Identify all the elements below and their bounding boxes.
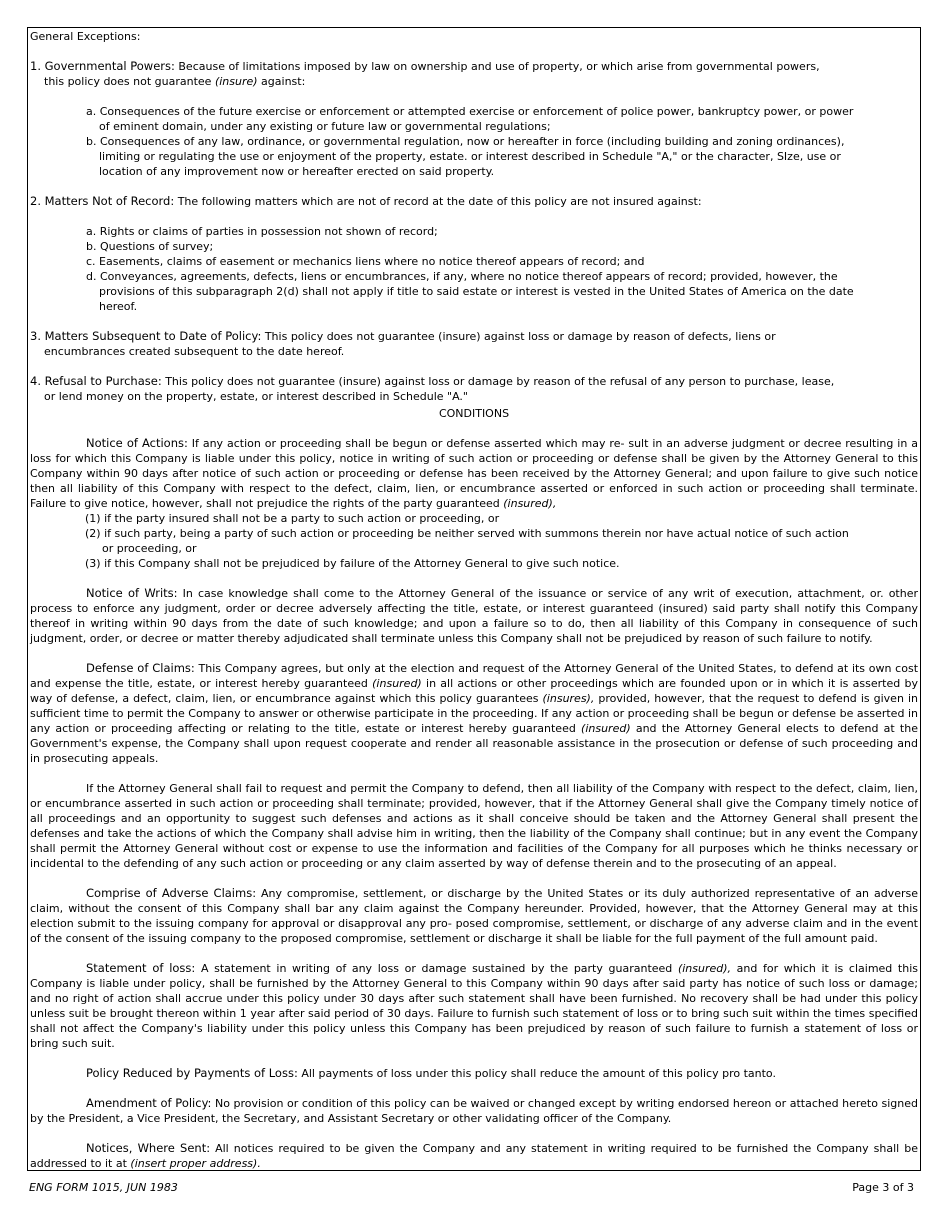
notice-of-writs-title: Notice of Writs: — [86, 586, 178, 600]
notice-of-actions: Notice of Actions: If any action or proceeding shall be begun or defense asserted which may re- sult in an adverse judgment or decree resulting in a loss for which this Company is liable under this policy, notice in writing of such action or proceeding or defense shall be given by the Attorney General to this Company within 90 days after notice of such action or proceeding or defense has been received by the Attorney General; and upon failure to give such notice then all liability of this Company with respect to the defect, claim, lien, or encumbrance asserted or enforced in such action or proceeding shall terminate. Failure to give notice, however, shall not prejudice the rights of the party guaranteed (insured), — [30, 436, 918, 510]
policy-reduced-title: Policy Reduced by Payments of Loss: — [86, 1066, 298, 1080]
conditions-heading: CONDITIONS — [438, 407, 510, 420]
compromise-title: Comprise of Adverse Claims: — [86, 886, 257, 900]
amendment-title: Amendment of Policy: — [86, 1096, 212, 1110]
exception-2c: c. Easements, claims of easement or mechanics liens where no notice thereof appears of record; and — [86, 255, 645, 268]
exception-4: 4. Refusal to Purchase: This policy does not guarantee (insure) against loss or damage by reason of the refusal of any person to purchase, lease, or lend money on the property, estate, or interest described in Schedule "A." — [30, 374, 835, 403]
exception-2d: d. Conveyances, agreements, defects, liens or encumbrances, if any, where no notice thereof appears of record; provided, however, the provisions of this subparagraph 2(d) shall not apply if title to said estate or interest is vested in the United States of America on the date hereof. — [86, 270, 854, 313]
notice-of-actions-item-2: (2) if such party, being a party of such action or proceeding be neither served with summons therein nor have actual notice of such action or proceeding, or — [85, 527, 849, 555]
amendment-of-policy: Amendment of Policy: No provision or condition of this policy can be waived or changed except by writing endorsed hereon or attached hereto signed by the President, a Vice President, the Secretary, and Assistant Secretary or other validating officer of the Company. — [30, 1096, 919, 1125]
exception-3: 3. Matters Subsequent to Date of Policy: This policy does not guarantee (insure) against loss or damage by reason of defects, liens or encumbrances created subsequent to the date hereof. — [30, 329, 776, 358]
exception-1-title: 1. Governmental Powers: — [30, 59, 175, 73]
policy-reduced: Policy Reduced by Payments of Loss: All payments of loss under this policy shall reduce the amount of this policy pro tanto. — [86, 1066, 776, 1080]
compromise-of-adverse-claims: Comprise of Adverse Claims: Any compromise, settlement, or discharge by the United States or its duly authorized representative of an adverse claim, without the consent of this Company shall bar any claim against the Company hereunder. Provided, however, that the Attorney General may at this election submit to the issuing company for approval or disapproval any pro- posed compromise, settlement, or discharge of any adverse claim and in the event of the consent of the issuing company to the proposed compromise, settlement or discharge it shall be liable for the full payment of the full amount paid. — [30, 886, 918, 945]
exception-2: 2. Matters Not of Record: The following matters which are not of record at the date of this policy are not insured against: — [30, 194, 702, 208]
document-frame — [27, 27, 921, 1171]
exception-1a: a. Consequences of the future exercise or enforcement or attempted exercise or enforcement of police power, bankruptcy power, or power of eminent domain, under any existing or future law or governmental regulations; — [86, 105, 854, 133]
exception-4-title: 4. Refusal to Purchase: — [30, 374, 162, 388]
notice-of-actions-item-3: (3) if this Company shall not be prejudiced by failure of the Attorney General to give such notice. — [85, 557, 620, 570]
notice-of-writs: Notice of Writs: In case knowledge shall come to the Attorney General of the issuance or service of any writ of execution, attachment, or. other process to enforce any judgment, order or decree adversely affecting the title, estate, or interest guaranteed (insured) said party shall notify this Company thereof in writing within 90 days from the date of such knowledge; and upon a failure so to do, then all liability of this Company in consequence of such judgment, order, or decree or matter thereby adjudicated shall terminate unless this Company shall not be prejudiced by reason of such failure to notify. — [30, 586, 918, 645]
exception-2-title: 2. Matters Not of Record: — [30, 194, 175, 208]
general-exceptions-heading: General Exceptions: — [30, 30, 141, 43]
statement-of-loss: Statement of loss: A statement in writing of any loss or damage sustained by the party guaranteed (insured), and for which it is claimed this Company is liable under policy, shall be furnished by the Attorney General to this Company within 90 days after said party has notice of such loss or damage; and no right of action shall accrue under this policy under 30 days after such statement shall have been furnished. No recovery shall be had under this policy unless suit be brought thereon within 1 year after said period of 30 days. Failure to furnish such statement of loss or to bring such suit within the times specified shall not affect the Company's liability under this policy unless this Company has been prejudiced by reason of such failure to furnish a statement of loss or bring such suit. — [30, 961, 918, 1050]
exception-1b: b. Consequences of any law, ordinance, or governmental regulation, now or hereafter in force (including building and zoning ordinances), limiting or regulating the use or enjoyment of the property, estate. or interest described in Schedule "A," or the character, SIze, use or location of any improvement now or hereafter erected on said property. — [86, 135, 845, 178]
exception-2a: a. Rights or claims of parties in possession not shown of record; — [86, 225, 438, 238]
notices-where-sent: Notices, Where Sent: All notices required to be given the Company and any statement in writing required to be furnished the Company shall be addressed to it at (insert proper address). — [30, 1141, 918, 1170]
notice-of-actions-item-1: (1) if the party insured shall not be a party to such action or proceeding, or — [85, 512, 500, 525]
page-number: Page 3 of 3 — [852, 1181, 914, 1194]
exception-2b: b. Questions of survey; — [86, 240, 214, 253]
form-number: ENG FORM 1015, JUN 1983 — [29, 1181, 178, 1194]
notices-where-sent-title: Notices, Where Sent: — [86, 1141, 211, 1155]
statement-of-loss-title: Statement of loss: — [86, 961, 196, 975]
exception-3-title: 3. Matters Subsequent to Date of Policy: — [30, 329, 262, 343]
defense-of-claims: Defense of Claims: This Company agrees, but only at the election and request of the Attorney General of the United States, to defend at its own cost and expense the title, estate, or interest hereby guaranteed (insured) in all actions or other proceedings which are founded upon or in which it is asserted by way of defense, a defect, claim, lien, or encumbrance against which this policy guarantees (insures), provided, however, that the request to defend is given in sufficient time to permit the Company to answer or otherwise participate in the proceeding. If any action or proceeding shall be begun or defense be asserted in any action or proceeding affecting or relating to the title, estate or interest hereby guaranteed (insured) and the Attorney General elects to defend at the Government's expense, the Company shall upon request cooperate and render all reasonable assistance in the prosecution or defense of such proceeding and in prosecuting appeals. — [30, 661, 919, 765]
attorney-general-paragraph: If the Attorney General shall fail to request and permit the Company to defend, then all liability of the Company with respect to the defect, claim, lien, or encumbrance asserted in such action or proceeding shall terminate; provided, however, that if the Attorney General shall give the Company timely notice of all proceedings and an opportunity to suggest such defenses and actions as it shall conceive should be taken and the Attorney General shall present the defenses and take the actions of which the Company shall advise him in writing, then the liability of the Company shall continue; but in any event the Company shall permit the Attorney General without cost or expense to use the information and facilities of the Company for all purposes which he thinks necessary or incidental to the defending of any such action or proceeding or any claim asserted by way of defense therein and to the prosecuting of an appeal. — [30, 782, 918, 870]
exception-1: 1. Governmental Powers: Because of limitations imposed by law on ownership and use of property, or which arise from governmental powers, this policy does not guarantee (insure) against: — [30, 59, 820, 88]
defense-of-claims-title: Defense of Claims: — [86, 661, 195, 675]
notice-of-actions-title: Notice of Actions: — [86, 436, 188, 450]
